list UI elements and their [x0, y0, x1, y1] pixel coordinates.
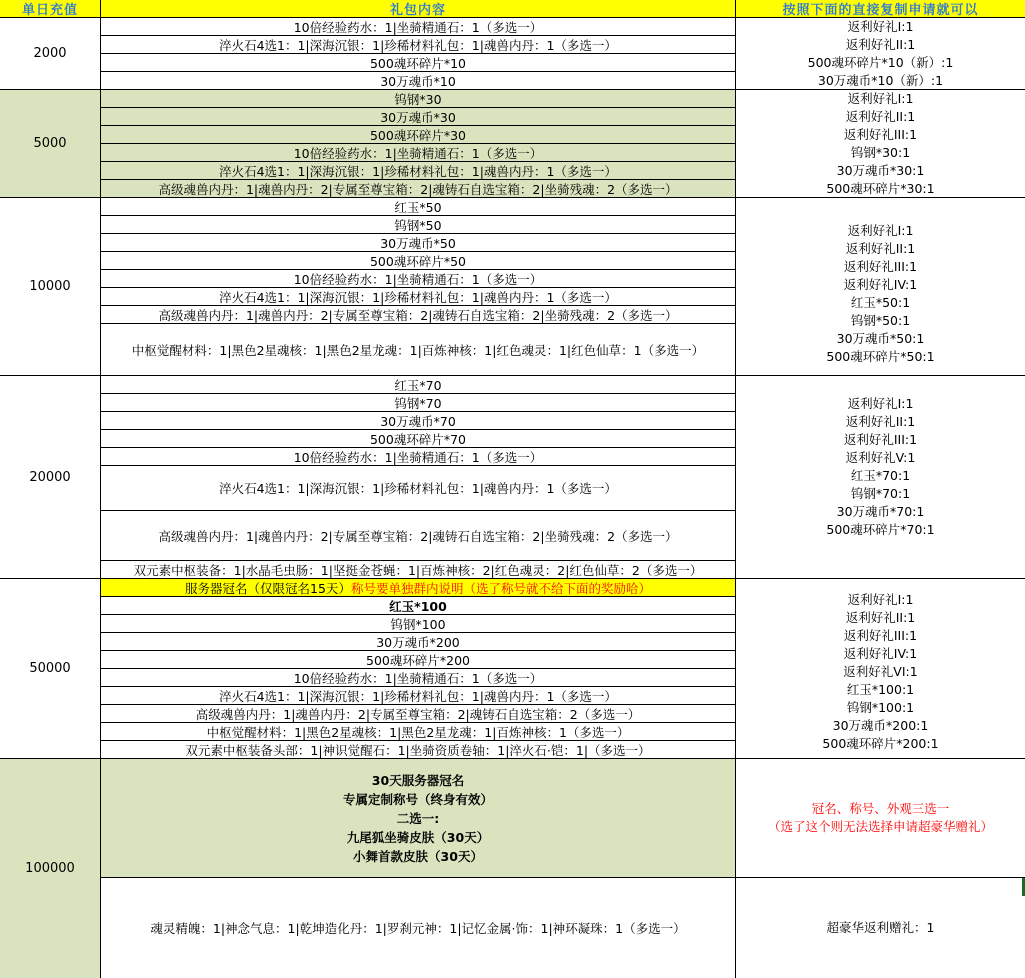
header-gift-content: 礼包内容	[101, 0, 736, 18]
gift-item: 500魂环碎片*200	[101, 651, 736, 669]
gift-item: 淬火石4选1：1|深海沉银：1|珍稀材料礼包：1|魂兽内丹：1（多选一）	[101, 288, 736, 306]
gift-item: 钨钢*70	[101, 394, 736, 412]
header-daily-recharge: 单日充值	[0, 0, 101, 18]
claim-line: 返利好礼I:1	[847, 222, 914, 238]
premium-line: 九尾狐坐骑皮肤（30天）	[346, 829, 490, 845]
claim-line: （选了这个则无法选择申请超豪华赠礼）	[767, 819, 993, 834]
gift-item: 红玉*70	[101, 376, 736, 394]
claim-line: 500魂环碎片*10（新）:1	[807, 54, 954, 70]
gift-item: 高级魂兽内丹：1|魂兽内丹：2|专属至尊宝箱：2|魂铸石自选宝箱：2|坐骑残魂：2（多选一）	[101, 511, 736, 561]
gift-item: 10倍经验药水：1|坐骑精通石：1（多选一）	[101, 18, 736, 36]
claim-line: 返利好礼II:1	[845, 108, 916, 124]
claim-line: 返利好礼I:1	[847, 591, 914, 607]
header-claim-instructions: 按照下面的直接复制申请就可以	[736, 0, 1025, 18]
claim-line: 返利好礼III:1	[843, 627, 918, 643]
claim-line: 红玉*70:1	[850, 468, 911, 483]
server-crown-notice	[101, 579, 736, 597]
claim-line: 返利好礼III:1	[843, 258, 918, 274]
claim-line: 30万魂币*50:1	[836, 330, 925, 346]
gift-item: 钨钢*100	[101, 615, 736, 633]
claim-line: 30万魂币*30:1	[836, 162, 925, 178]
gift-item: 钨钢*30	[101, 90, 736, 108]
claim-list	[736, 18, 1025, 90]
gift-item: 淬火石4选1：1|深海沉银：1|珍稀材料礼包：1|魂兽内丹：1（多选一）	[101, 162, 736, 180]
claim-line: 30万魂币*10（新）:1	[817, 72, 944, 88]
claim-line: 返利好礼II:1	[845, 609, 916, 625]
claim-line: 返利好礼IV:1	[843, 645, 918, 661]
gift-item: 500魂环碎片*50	[101, 252, 736, 270]
gift-item: 高级魂兽内丹：1|魂兽内丹：2|专属至尊宝箱：2|魂铸石自选宝箱：2（多选一）	[101, 705, 736, 723]
gift-item: 30万魂币*200	[101, 633, 736, 651]
claim-line: 500魂环碎片*200:1	[822, 735, 939, 751]
claim-line: 30万魂币*70:1	[836, 504, 925, 519]
claim-line: 钨钢*100:1	[846, 699, 915, 715]
premium-line: 小舞首款皮肤（30天）	[353, 848, 483, 864]
premium-gift-block	[101, 759, 736, 878]
gift-item: 魂灵精魄：1|神念气息：1|乾坤造化丹：1|罗刹元神：1|记忆金属·饰：1|神环凝珠：1（多选一）	[101, 878, 736, 978]
gift-item: 30万魂币*50	[101, 234, 736, 252]
claim-line: 返利好礼II:1	[845, 240, 916, 256]
claim-line: 红玉*100:1	[846, 681, 915, 697]
gift-item: 淬火石4选1：1|深海沉银：1|珍稀材料礼包：1|魂兽内丹：1（多选一）	[101, 36, 736, 54]
gift-item: 高级魂兽内丹：1|魂兽内丹：2|专属至尊宝箱：2|魂铸石自选宝箱：2|坐骑残魂：2（多选一）	[101, 306, 736, 324]
claim-line: 钨钢*30:1	[850, 144, 911, 160]
claim-line: 超豪华返利赠礼：1	[826, 920, 935, 935]
gift-item: 中枢觉醒材料：1|黑色2星魂核：1|黑色2星龙魂：1|百炼神核：1（多选一）	[101, 723, 736, 741]
claim-line: 返利好礼I:1	[847, 18, 914, 34]
crown-text: 服务器冠名（仅限冠名15天）	[185, 580, 351, 596]
gift-item: 30万魂币*30	[101, 108, 736, 126]
claim-line: 返利好礼VI:1	[843, 663, 918, 679]
tier-amount: 100000	[0, 759, 101, 978]
claim-line: 返利好礼III:1	[843, 126, 918, 142]
premium-line: 专属定制称号（终身有效）	[342, 791, 493, 807]
crown-warning: 称号要单独群内说明（选了称号就不给下面的奖励哈）	[350, 580, 651, 596]
gift-item: 500魂环碎片*10	[101, 54, 736, 72]
tier-amount: 2000	[0, 18, 101, 90]
claim-line: 返利好礼IV:1	[843, 276, 918, 292]
tier-amount: 20000	[0, 376, 101, 579]
claim-line: 500魂环碎片*70:1	[826, 522, 935, 537]
claim-list	[736, 579, 1025, 759]
claim-line: 返利好礼I:1	[847, 396, 914, 411]
gift-item: 中枢觉醒材料：1|黑色2星魂核：1|黑色2星龙魂：1|百炼神核：1|红色魂灵：1|红色仙草：1（多选一）	[101, 324, 736, 376]
claim-line: 500魂环碎片*50:1	[826, 348, 935, 364]
claim-line: 冠名、称号、外观三选一	[811, 801, 950, 816]
gift-item: 淬火石4选1：1|深海沉银：1|珍稀材料礼包：1|魂兽内丹：1（多选一）	[101, 687, 736, 705]
gift-item: 钨钢*50	[101, 216, 736, 234]
premium-line: 二选一:	[396, 810, 440, 826]
gift-item: 双元素中枢装备头部：1|神识觉醒石：1|坐骑资质卷轴：1|淬火石·铠：1|（多选一）	[101, 741, 736, 759]
gift-item: 红玉*100	[101, 597, 736, 615]
gift-item: 10倍经验药水：1|坐骑精通石：1（多选一）	[101, 144, 736, 162]
claim-list	[736, 198, 1025, 376]
claim-line: 返利好礼III:1	[843, 432, 918, 447]
tier-amount: 5000	[0, 90, 101, 198]
gift-item: 500魂环碎片*70	[101, 430, 736, 448]
claim-line: 500魂环碎片*30:1	[826, 180, 935, 196]
claim-list	[736, 90, 1025, 198]
claim-line: 返利好礼II:1	[845, 414, 916, 429]
claim-line: 返利好礼I:1	[847, 90, 914, 106]
claim-list	[736, 878, 1025, 978]
premium-line: 30天服务器冠名	[371, 772, 465, 788]
gift-item: 淬火石4选1：1|深海沉银：1|珍稀材料礼包：1|魂兽内丹：1（多选一）	[101, 466, 736, 511]
claim-line: 红玉*50:1	[850, 294, 911, 310]
gift-item: 红玉*50	[101, 198, 736, 216]
claim-line: 返利好礼II:1	[845, 36, 916, 52]
gift-item: 10倍经验药水：1|坐骑精通石：1（多选一）	[101, 448, 736, 466]
gift-item: 30万魂币*70	[101, 412, 736, 430]
gift-item: 30万魂币*10	[101, 72, 736, 90]
gift-item: 10倍经验药水：1|坐骑精通石：1（多选一）	[101, 669, 736, 687]
claim-line: 钨钢*50:1	[850, 312, 911, 328]
gift-item: 10倍经验药水：1|坐骑精通石：1（多选一）	[101, 270, 736, 288]
claim-line: 钨钢*70:1	[850, 486, 911, 501]
claim-line: 30万魂币*200:1	[832, 717, 929, 733]
gift-item: 双元素中枢装备：1|水晶毛虫肠：1|坚挺金苍蝇：1|百炼神核：2|红色魂灵：2|红色仙草：2（多选一）	[101, 561, 736, 579]
gift-item: 高级魂兽内丹：1|魂兽内丹：2|专属至尊宝箱：2|魂铸石自选宝箱：2|坐骑残魂：2（多选一）	[101, 180, 736, 198]
premium-claim-note	[736, 759, 1025, 878]
claim-list	[736, 376, 1025, 579]
gift-item: 500魂环碎片*30	[101, 126, 736, 144]
tier-amount: 10000	[0, 198, 101, 376]
tier-amount: 50000	[0, 579, 101, 759]
claim-line: 返利好礼V:1	[845, 450, 916, 465]
